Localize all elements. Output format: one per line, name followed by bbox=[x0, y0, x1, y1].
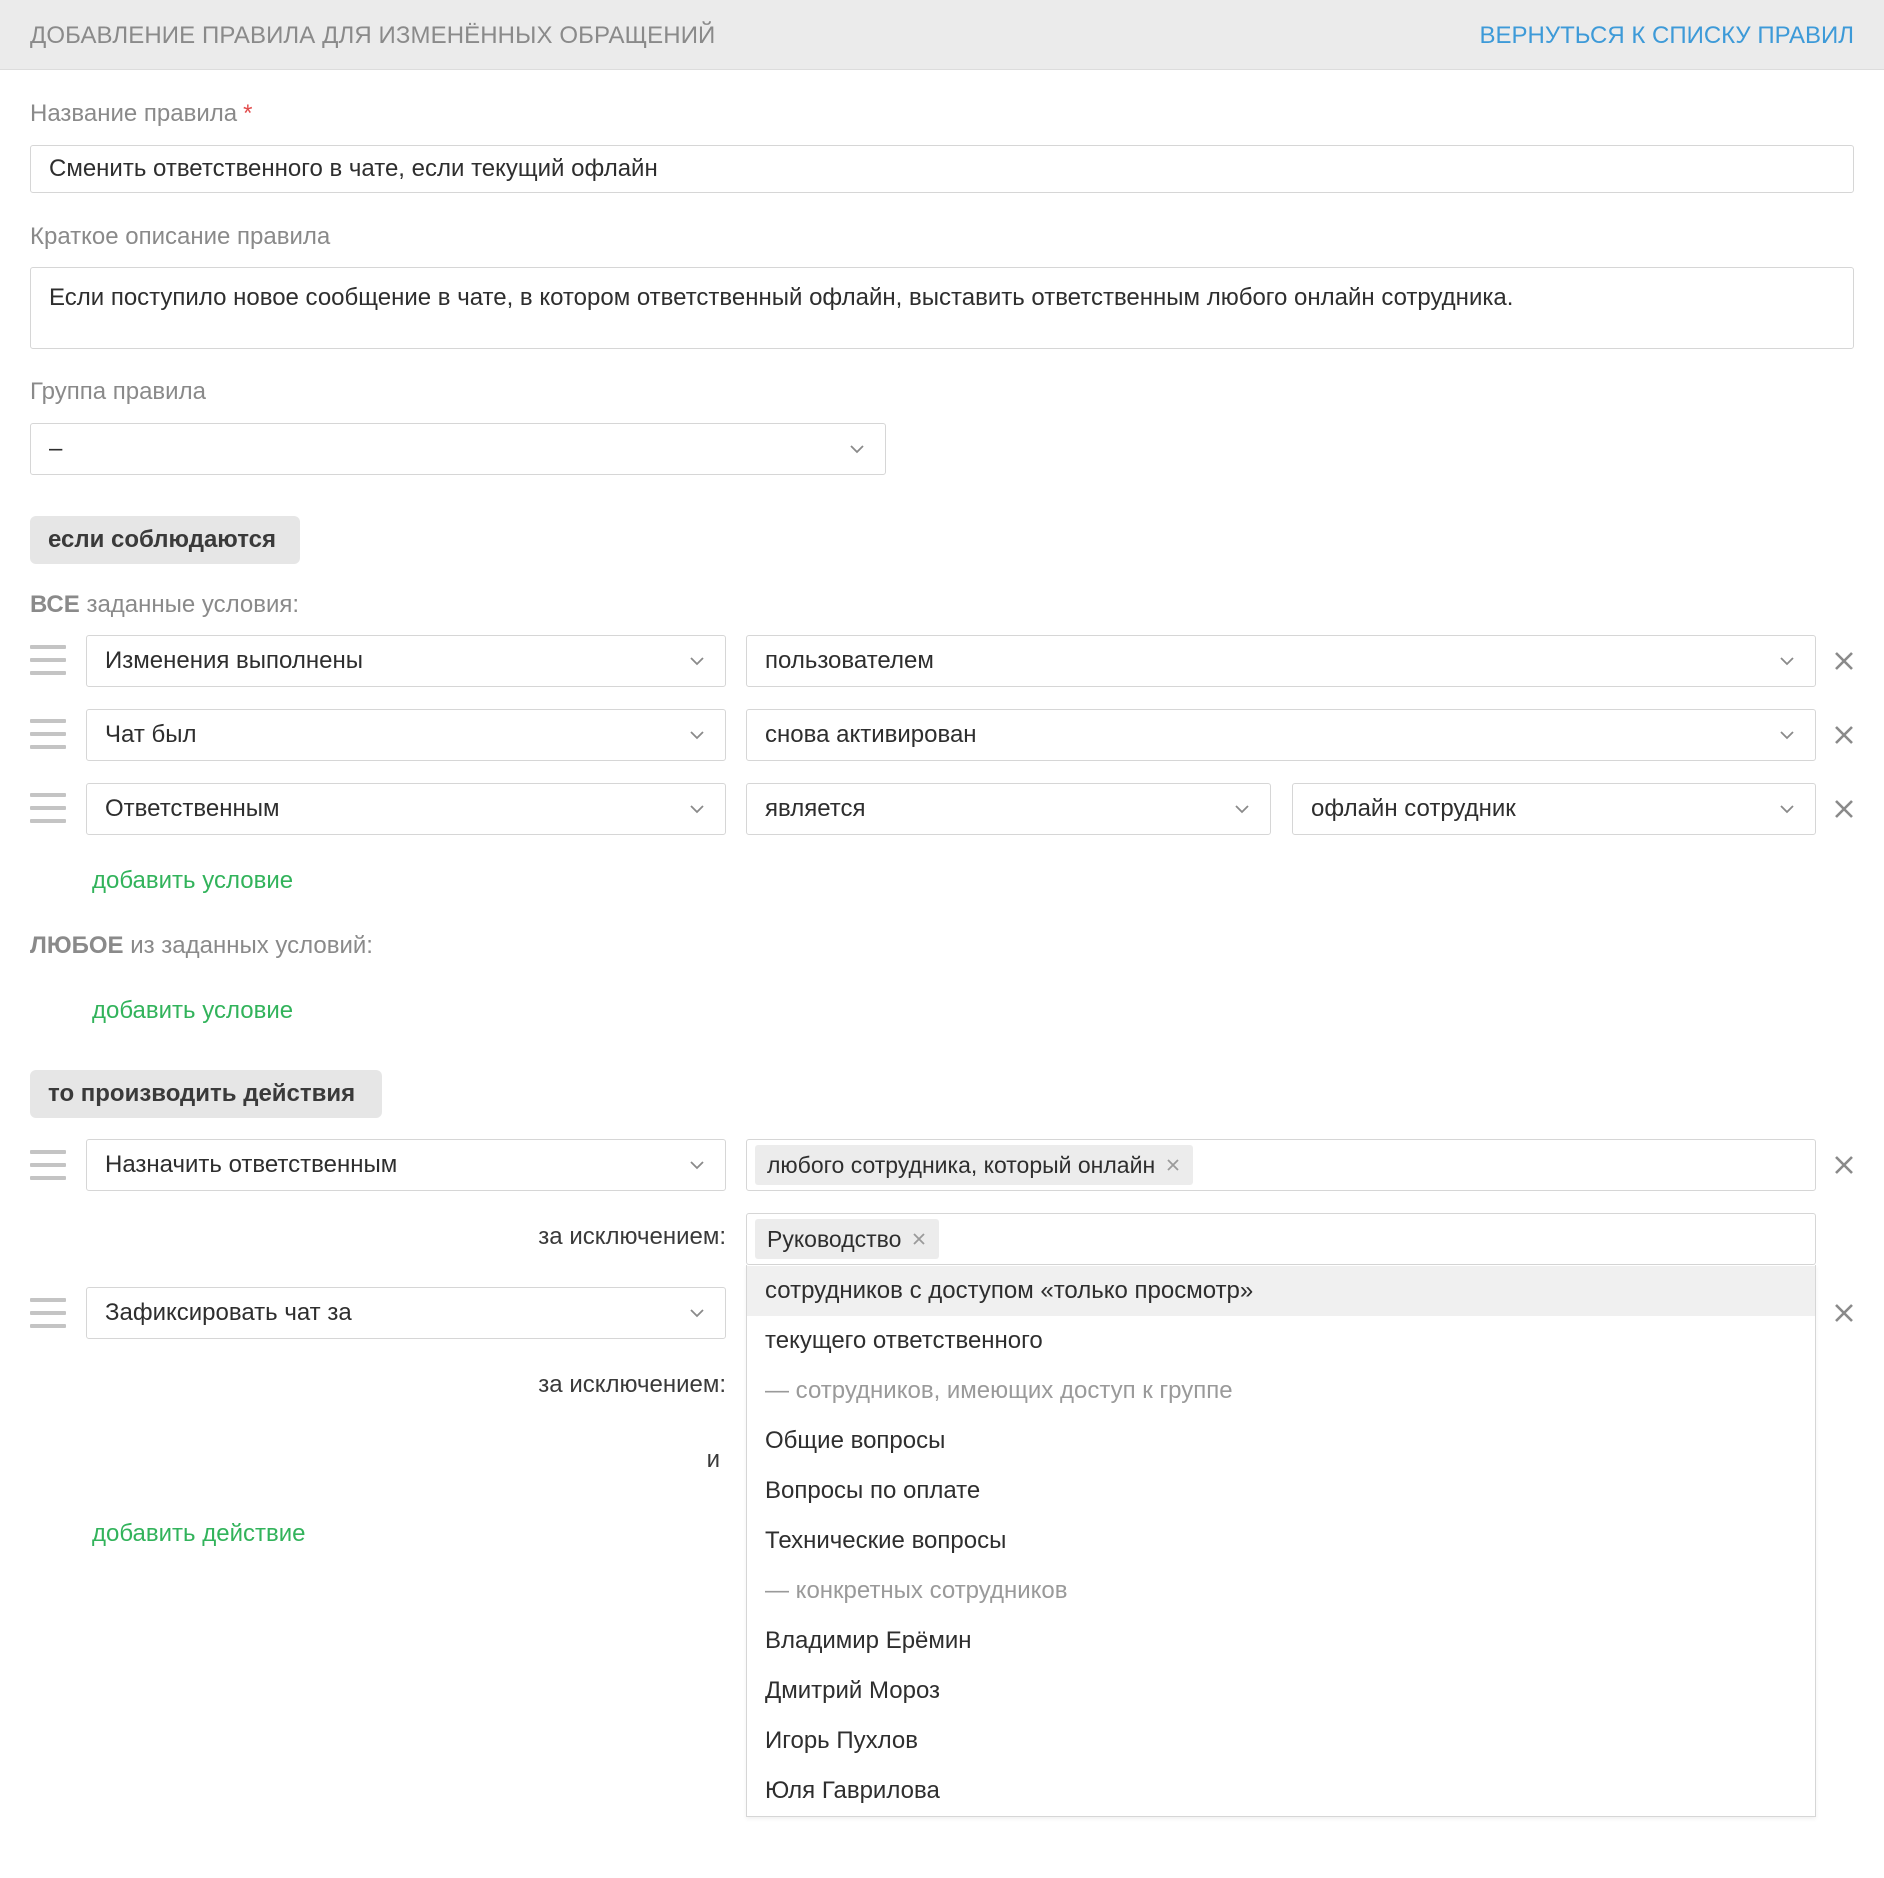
except-tag-input[interactable] bbox=[746, 1213, 1816, 1265]
chevron-down-icon bbox=[687, 1303, 707, 1323]
rule-description-label: Краткое описание правила bbox=[30, 223, 331, 250]
rule-description-textarea[interactable] bbox=[30, 267, 1854, 349]
action-type-select[interactable] bbox=[86, 1287, 726, 1339]
close-icon[interactable] bbox=[1829, 1150, 1859, 1180]
close-icon[interactable] bbox=[1165, 1157, 1181, 1173]
rule-group-select[interactable] bbox=[30, 423, 886, 475]
condition-field-select[interactable] bbox=[86, 635, 726, 687]
add-action-link[interactable]: добавить действие bbox=[92, 1520, 306, 1547]
close-icon[interactable] bbox=[1829, 720, 1859, 750]
condition-operator-select[interactable] bbox=[746, 783, 1271, 835]
condition-field-select[interactable] bbox=[86, 709, 726, 761]
all-conditions-label: ВСЕ заданные условия: bbox=[30, 591, 300, 618]
chevron-down-icon bbox=[687, 651, 707, 671]
condition-field-value: Ответственным bbox=[105, 795, 280, 822]
rule-name-label: Название правила * bbox=[30, 100, 253, 127]
condition-field-value: Чат был bbox=[105, 721, 197, 748]
dropdown-option[interactable]: Владимир Ерёмин bbox=[765, 1627, 972, 1654]
condition-value: пользователем bbox=[765, 647, 934, 674]
condition-value-select[interactable] bbox=[746, 635, 1816, 687]
condition-value-select[interactable] bbox=[746, 709, 1816, 761]
rule-group-value: – bbox=[49, 435, 63, 462]
chevron-down-icon bbox=[1777, 799, 1797, 819]
page-title: ДОБАВЛЕНИЕ ПРАВИЛА ДЛЯ ИЗМЕНЁННЫХ ОБРАЩЕНИЙ bbox=[30, 22, 716, 49]
except-label: за исключением: bbox=[538, 1223, 726, 1250]
dropdown-option[interactable]: Игорь Пухлов bbox=[765, 1727, 918, 1754]
rule-name-input[interactable] bbox=[30, 145, 1854, 193]
assignee-tag-label: любого сотрудника, который онлайн bbox=[767, 1151, 1156, 1178]
condition-value-select[interactable] bbox=[1292, 783, 1816, 835]
dropdown-option[interactable]: Юля Гаврилова bbox=[765, 1777, 940, 1804]
condition-field-select[interactable] bbox=[86, 783, 726, 835]
chevron-down-icon bbox=[687, 799, 707, 819]
drag-handle-icon[interactable] bbox=[30, 719, 66, 749]
dropdown-group-header: — сотрудников, имеющих доступ к группе bbox=[765, 1377, 1233, 1404]
actions-section-label: то производить действия bbox=[30, 1070, 382, 1118]
chevron-down-icon bbox=[687, 1155, 707, 1175]
except-tag-label: Руководство bbox=[767, 1225, 902, 1252]
except-label: за исключением: bbox=[538, 1371, 726, 1398]
condition-field-value: Изменения выполнены bbox=[105, 647, 363, 674]
action-type-select[interactable] bbox=[86, 1139, 726, 1191]
close-icon[interactable] bbox=[911, 1231, 927, 1247]
and-label: и bbox=[706, 1446, 720, 1473]
assignee-tag bbox=[755, 1145, 1193, 1185]
dropdown-option[interactable]: Технические вопросы bbox=[765, 1527, 1007, 1554]
condition-value: офлайн сотрудник bbox=[1311, 795, 1516, 822]
action-type-value: Зафиксировать чат за bbox=[105, 1299, 352, 1326]
drag-handle-icon[interactable] bbox=[30, 645, 66, 675]
dropdown-option[interactable]: Дмитрий Мороз bbox=[765, 1677, 941, 1704]
conditions-section-label: если соблюдаются bbox=[30, 516, 300, 564]
any-conditions-label: ЛЮБОЕ из заданных условий: bbox=[30, 932, 373, 959]
chevron-down-icon bbox=[687, 725, 707, 745]
rule-name-value: Сменить ответственного в чате, если текущий офлайн bbox=[49, 155, 658, 182]
close-icon[interactable] bbox=[1829, 646, 1859, 676]
page-header bbox=[0, 0, 1884, 70]
chevron-down-icon bbox=[847, 439, 867, 459]
except-options-dropdown bbox=[746, 1265, 1816, 1817]
chevron-down-icon bbox=[1777, 725, 1797, 745]
required-mark: * bbox=[243, 100, 253, 127]
condition-value: снова активирован bbox=[765, 721, 977, 748]
add-condition-all-link[interactable]: добавить условие bbox=[92, 867, 294, 894]
dropdown-option[interactable]: Общие вопросы bbox=[765, 1427, 946, 1454]
except-tag bbox=[755, 1219, 939, 1259]
add-condition-any-link[interactable]: добавить условие bbox=[92, 997, 294, 1024]
drag-handle-icon[interactable] bbox=[30, 1298, 66, 1328]
assignee-tag-input[interactable] bbox=[746, 1139, 1816, 1191]
chevron-down-icon bbox=[1232, 799, 1252, 819]
rule-description-value: Если поступило новое сообщение в чате, в котором ответственный офлайн, выставить ответственным любого онлайн сотрудника. bbox=[49, 284, 1514, 311]
close-icon[interactable] bbox=[1829, 1298, 1859, 1328]
back-to-rules-link[interactable]: ВЕРНУТЬСЯ К СПИСКУ ПРАВИЛ bbox=[1479, 22, 1854, 49]
dropdown-option[interactable]: текущего ответственного bbox=[765, 1327, 1043, 1354]
dropdown-option[interactable]: сотрудников с доступом «только просмотр» bbox=[747, 1266, 1815, 1316]
condition-operator-value: является bbox=[765, 795, 866, 822]
drag-handle-icon[interactable] bbox=[30, 793, 66, 823]
action-type-value: Назначить ответственным bbox=[105, 1151, 398, 1178]
close-icon[interactable] bbox=[1829, 794, 1859, 824]
dropdown-option[interactable]: Вопросы по оплате bbox=[765, 1477, 981, 1504]
dropdown-group-header: — конкретных сотрудников bbox=[765, 1577, 1068, 1604]
chevron-down-icon bbox=[1777, 651, 1797, 671]
rule-group-label: Группа правила bbox=[30, 378, 206, 405]
drag-handle-icon[interactable] bbox=[30, 1150, 66, 1180]
